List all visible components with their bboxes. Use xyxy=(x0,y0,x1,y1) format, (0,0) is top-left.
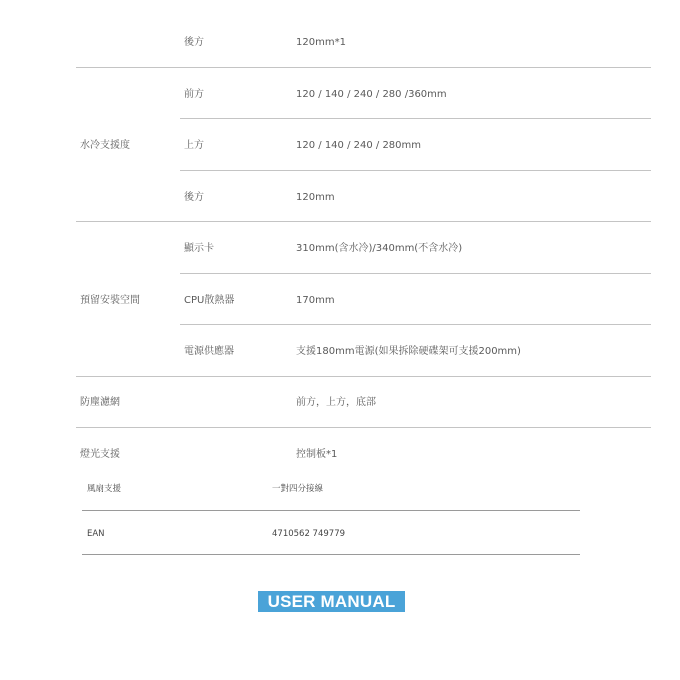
clearance-cpu-value: 170mm xyxy=(296,295,335,306)
row-rear-fan-value: 120mm*1 xyxy=(296,37,346,48)
water-cooling-label: 水冷支援度 xyxy=(80,140,130,151)
water-cooling-top-value: 120 / 140 / 240 / 280mm xyxy=(296,140,422,151)
divider xyxy=(82,554,580,555)
divider xyxy=(82,510,580,511)
divider xyxy=(180,118,651,119)
divider xyxy=(76,221,651,222)
divider xyxy=(180,273,651,274)
divider xyxy=(76,376,651,377)
clearance-gpu-value: 310mm(含水冷)/340mm(不含水冷) xyxy=(296,243,463,254)
divider xyxy=(180,324,651,325)
divider xyxy=(180,170,651,171)
ean-value: 4710562 749779 xyxy=(272,529,346,539)
water-cooling-top-sub: 上方 xyxy=(184,140,204,151)
fan-support-label: 風扇支援 xyxy=(87,484,122,494)
divider xyxy=(76,427,651,428)
fan-support-value: 一對四分接線 xyxy=(272,484,324,494)
water-cooling-front-value: 120 / 140 / 240 / 280 /360mm xyxy=(296,89,447,100)
clearance-cpu-sub: CPU散熱器 xyxy=(184,295,235,306)
dust-filter-label: 防塵濾網 xyxy=(80,397,120,408)
dust-filter-value: 前方，上方，底部 xyxy=(296,397,376,408)
lighting-value: 控制板*1 xyxy=(296,449,338,460)
divider xyxy=(76,67,651,68)
clearance-psu-sub: 電源供應器 xyxy=(184,346,234,357)
ean-label: EAN xyxy=(87,529,105,539)
user-manual-banner[interactable]: USER MANUAL xyxy=(258,591,405,612)
clearance-psu-value: 支援180mm電源(如果拆除硬碟架可支援200mm) xyxy=(296,346,521,357)
water-cooling-front-sub: 前方 xyxy=(184,89,204,100)
water-cooling-rear-sub: 後方 xyxy=(184,192,204,203)
clearance-gpu-sub: 顯示卡 xyxy=(184,243,214,254)
row-rear-fan-sub: 後方 xyxy=(184,37,204,48)
clearance-label: 預留安裝空間 xyxy=(80,295,140,306)
lighting-label: 燈光支援 xyxy=(80,449,120,460)
water-cooling-rear-value: 120mm xyxy=(296,192,335,203)
